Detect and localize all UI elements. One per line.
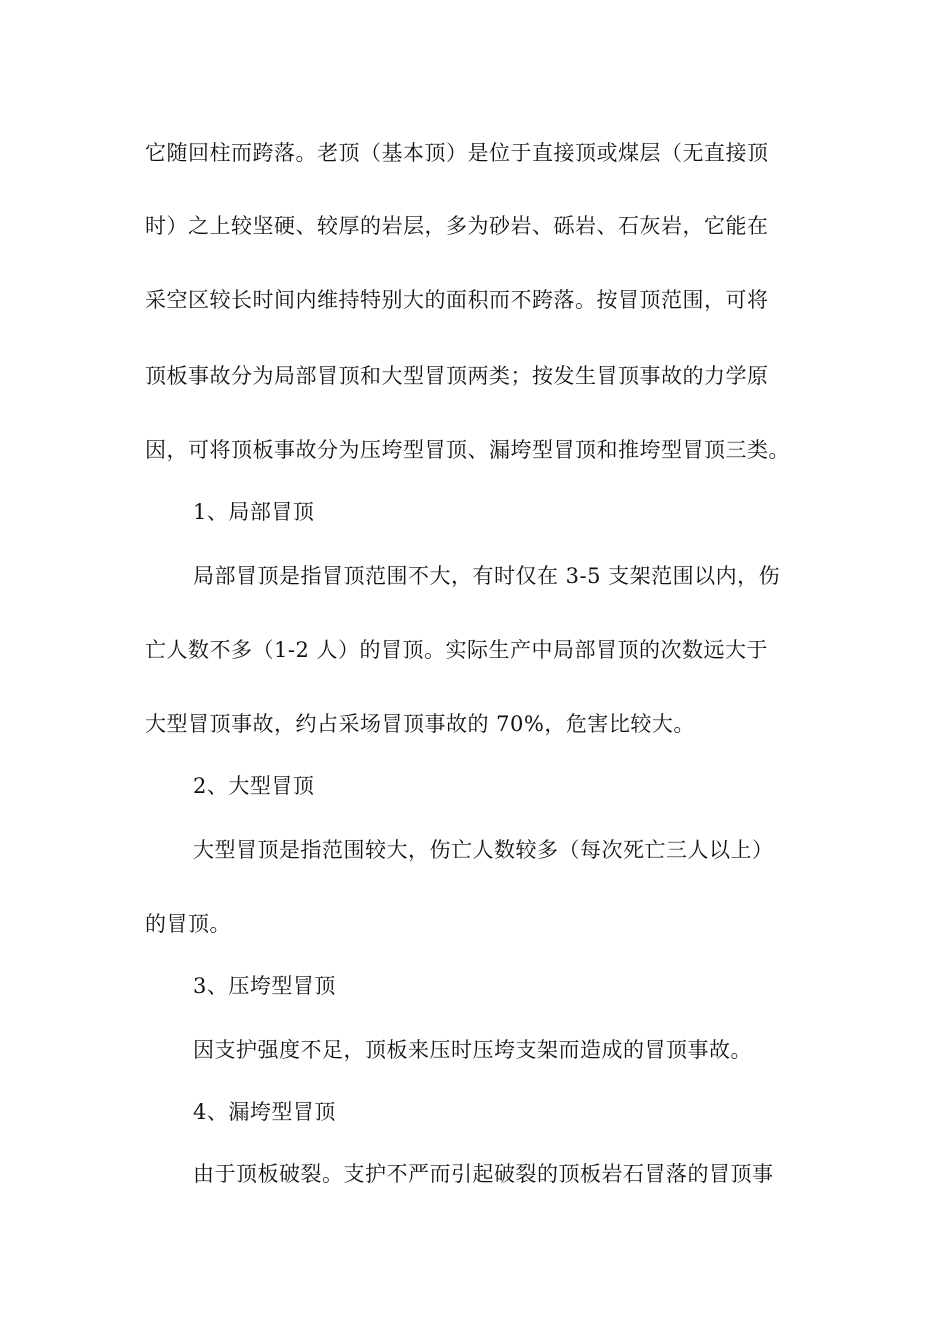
paragraph-line: 它随回柱而跨落。老顶（基本顶）是位于直接顶或煤层（无直接顶: [145, 141, 769, 165]
section-heading: 3、压垮型冒顶: [193, 974, 336, 998]
paragraph-line: 局部冒顶是指冒顶范围不大，有时仅在 3-5 支架范围以内，伤: [193, 564, 781, 588]
paragraph-line: 大型冒顶是指范围较大，伤亡人数较多（每次死亡三人以上）: [193, 838, 774, 862]
paragraph-line: 顶板事故分为局部冒顶和大型冒顶两类；按发生冒顶事故的力学原: [145, 364, 769, 388]
section-heading: 2、大型冒顶: [193, 774, 315, 798]
paragraph-line: 因支护强度不足，顶板来压时压垮支架而造成的冒顶事故。: [193, 1038, 752, 1062]
paragraph-line: 由于顶板破裂。支护不严而引起破裂的顶板岩石冒落的冒顶事: [193, 1162, 774, 1186]
section-heading: 4、漏垮型冒顶: [193, 1100, 336, 1124]
paragraph-line: 的冒顶。: [145, 912, 231, 936]
paragraph-line: 时）之上较坚硬、较厚的岩层，多为砂岩、砾岩、石灰岩，它能在: [145, 214, 769, 238]
paragraph-line: 亡人数不多（1-2 人）的冒顶。实际生产中局部冒顶的次数远大于: [145, 638, 768, 662]
section-heading: 1、局部冒顶: [193, 500, 315, 524]
paragraph-line: 因，可将顶板事故分为压垮型冒顶、漏垮型冒顶和推垮型冒顶三类。: [145, 438, 790, 462]
paragraph-line: 大型冒顶事故，约占采场冒顶事故的 70%，危害比较大。: [145, 712, 695, 736]
paragraph-line: 采空区较长时间内维持特别大的面积而不跨落。按冒顶范围，可将: [145, 288, 769, 312]
